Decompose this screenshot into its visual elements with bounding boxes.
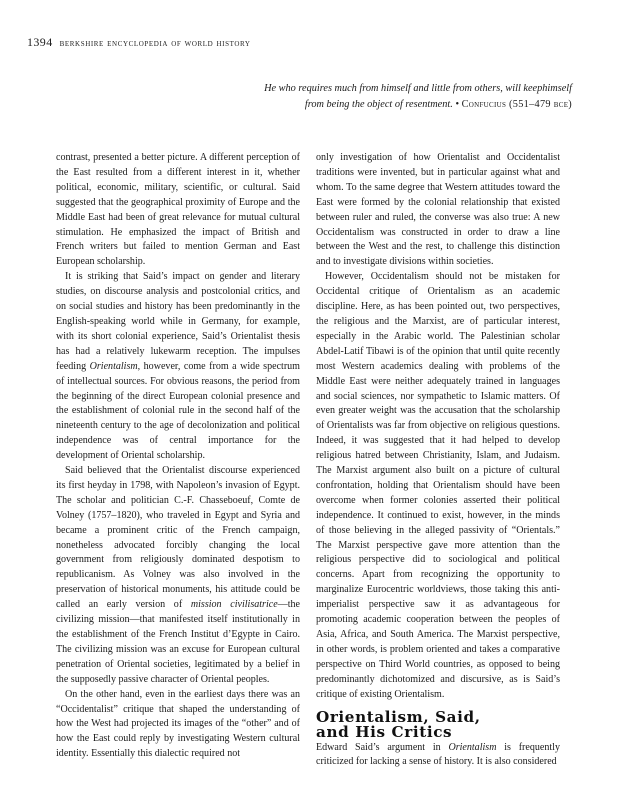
paragraph: However, Occidentalism should not be mistaken for Occidental critique of Orientalism as an academic discipline. Here, as has been pointed out, two perspectives, the religious and the Marxist, are of particular interest, especially in the Arabic world. The Palestinian scholar Abdel-Latif Tibawi is of the opinion that until quite recently most Western academics dealing with problems of the Middle East were neither adequately trained in languages and social sciences, nor sympathetic to Islamic matters. Of even greater weight was the accusation that the scholarship of Orientalists was far from objective on religious questions. Indeed, it was suggested that it had helped to develop religious hatred between Christianity, Islam, and Judaism. The Marxist argument also built on a picture of cultural confrontation, holding that Orientalism should have been overcome when former colonies asserted their political independence. It continued to exist, however, in the minds of those believing in the alleged passivity of “Orientals.” The Marxist perspective gave more attention than the religious perspective did to sociological and political concerns. Apart from recognizing the opportunity to marginalize Eurocentric worldviews, those taking this anti-imperialist perspective saw it as advantageous for promoting academic cooperation between the peoples of Asia, Africa, and South America. The Marxist perspective, in other words, is problem oriented and takes a comparative perspective on Third World countries, as opposed to being predominantly dichotomized and discursive, as is Said’s critique of existing Orientalism. bbox=[316, 271, 560, 700]
paragraph bbox=[56, 270, 300, 464]
italic-title: Orientalism bbox=[448, 741, 497, 753]
epigraph-line-2 bbox=[152, 97, 572, 113]
page-number: 1394 bbox=[27, 35, 53, 49]
left-column bbox=[56, 151, 300, 762]
running-header bbox=[27, 35, 587, 50]
section-heading bbox=[316, 707, 560, 741]
text-run: is frequently criticized for lacking a sense of history. It is also considered bbox=[316, 741, 560, 768]
italic-term: mission civilisatrice bbox=[190, 599, 278, 611]
paragraph: only investigation of how Orientalist and Occidentalist traditions were invented, but in particular against what and whom. To the same degree that Western attitudes toward the East were formed by the colonial relationship that existed between ruler and ruled, the converse was also true: A new Occidentalism was constructed in order to draw a line between the West and the rest, to challenge this distinction and to investigate divisions within societies. bbox=[316, 152, 560, 268]
epigraph-quote-end: from being the object of resentment. bbox=[304, 98, 453, 110]
text-run: however, come from a wide spectrum of intellectual sources. For obvious reasons, the period from the beginning of the direct European colonial presence and the establishment of colonial rule in the second half of the nineteenth century to the age of decolonization and political independence was of central importance for the development of Oriental scholarship. bbox=[56, 360, 301, 462]
paragraph bbox=[56, 464, 300, 688]
text-run: Said believed that the Orientalist discourse experienced its first heyday in 1798, with Napoleon’s invasion of Egypt. The scholar and politician C.-F. Chasseboeuf, Comte de Volney (1757–1820), who traveled in Egypt and Syria and became a prominent critic of the French campaign, nonetheless advocated forcibly changing the local government from religiously dominated despotism to republicanism. As Volney was also involved in the preservation of historical monuments, his attitude could be called an early version of bbox=[56, 465, 300, 611]
text-run: —the civilizing mission—that manifested itself institutionally in the establishment of the French Institut d’Egypte in Cairo. The civilizing mission was an excuse for European cultural penetration of Oriental societies, legitimated by a belief in the supposedly passive character of Oriental peoples. bbox=[56, 599, 300, 685]
italic-title: Orientalism, bbox=[89, 360, 141, 372]
paragraph bbox=[316, 741, 560, 771]
section-heading-line-1: Orientalism, Said, bbox=[316, 707, 481, 726]
paragraph: On the other hand, even in the earliest days there was an “Occidentalist” critique that shaped the understanding of how the West had projected its images of the “other” and of how the East could reply by investigating Western cultural identity. Essentially this dialectic required not bbox=[56, 688, 300, 760]
epigraph-line-1: He who requires much from himself and little from others, will keephimself bbox=[264, 83, 572, 94]
epigraph-bullet: • bbox=[455, 98, 459, 110]
paragraph: contrast, presented a better picture. A different perception of the East resulted from a different interest in it, whether political, economic, military, scientific, or cultural. Said suggested that the geographical proximity of Europe and the Middle East had been of great relevance for mutual cultural stimulation. He emphasized the impact of British and French writers but failed to mention German and East European scholarship. bbox=[56, 152, 300, 268]
epigraph-attribution: Confucius (551–479 bce) bbox=[461, 98, 572, 110]
section-heading-line-2: and His Critics bbox=[316, 722, 453, 741]
publication-title: berkshire encyclopedia of world history bbox=[59, 38, 251, 49]
text-run: Edward Said’s argument in bbox=[316, 741, 449, 753]
text-run: It is striking that Said’s impact on gender and literary studies, on discourse analysis and postcolonial critics, and on social studies and history has been predominantly in the English-speaking world while in Germany, for example, with its short colonial experience, Said’s Orientalist thesis has had a relatively lukewarm reception. The impulses feeding bbox=[56, 271, 300, 372]
epigraph bbox=[152, 81, 572, 112]
right-column bbox=[316, 151, 560, 770]
